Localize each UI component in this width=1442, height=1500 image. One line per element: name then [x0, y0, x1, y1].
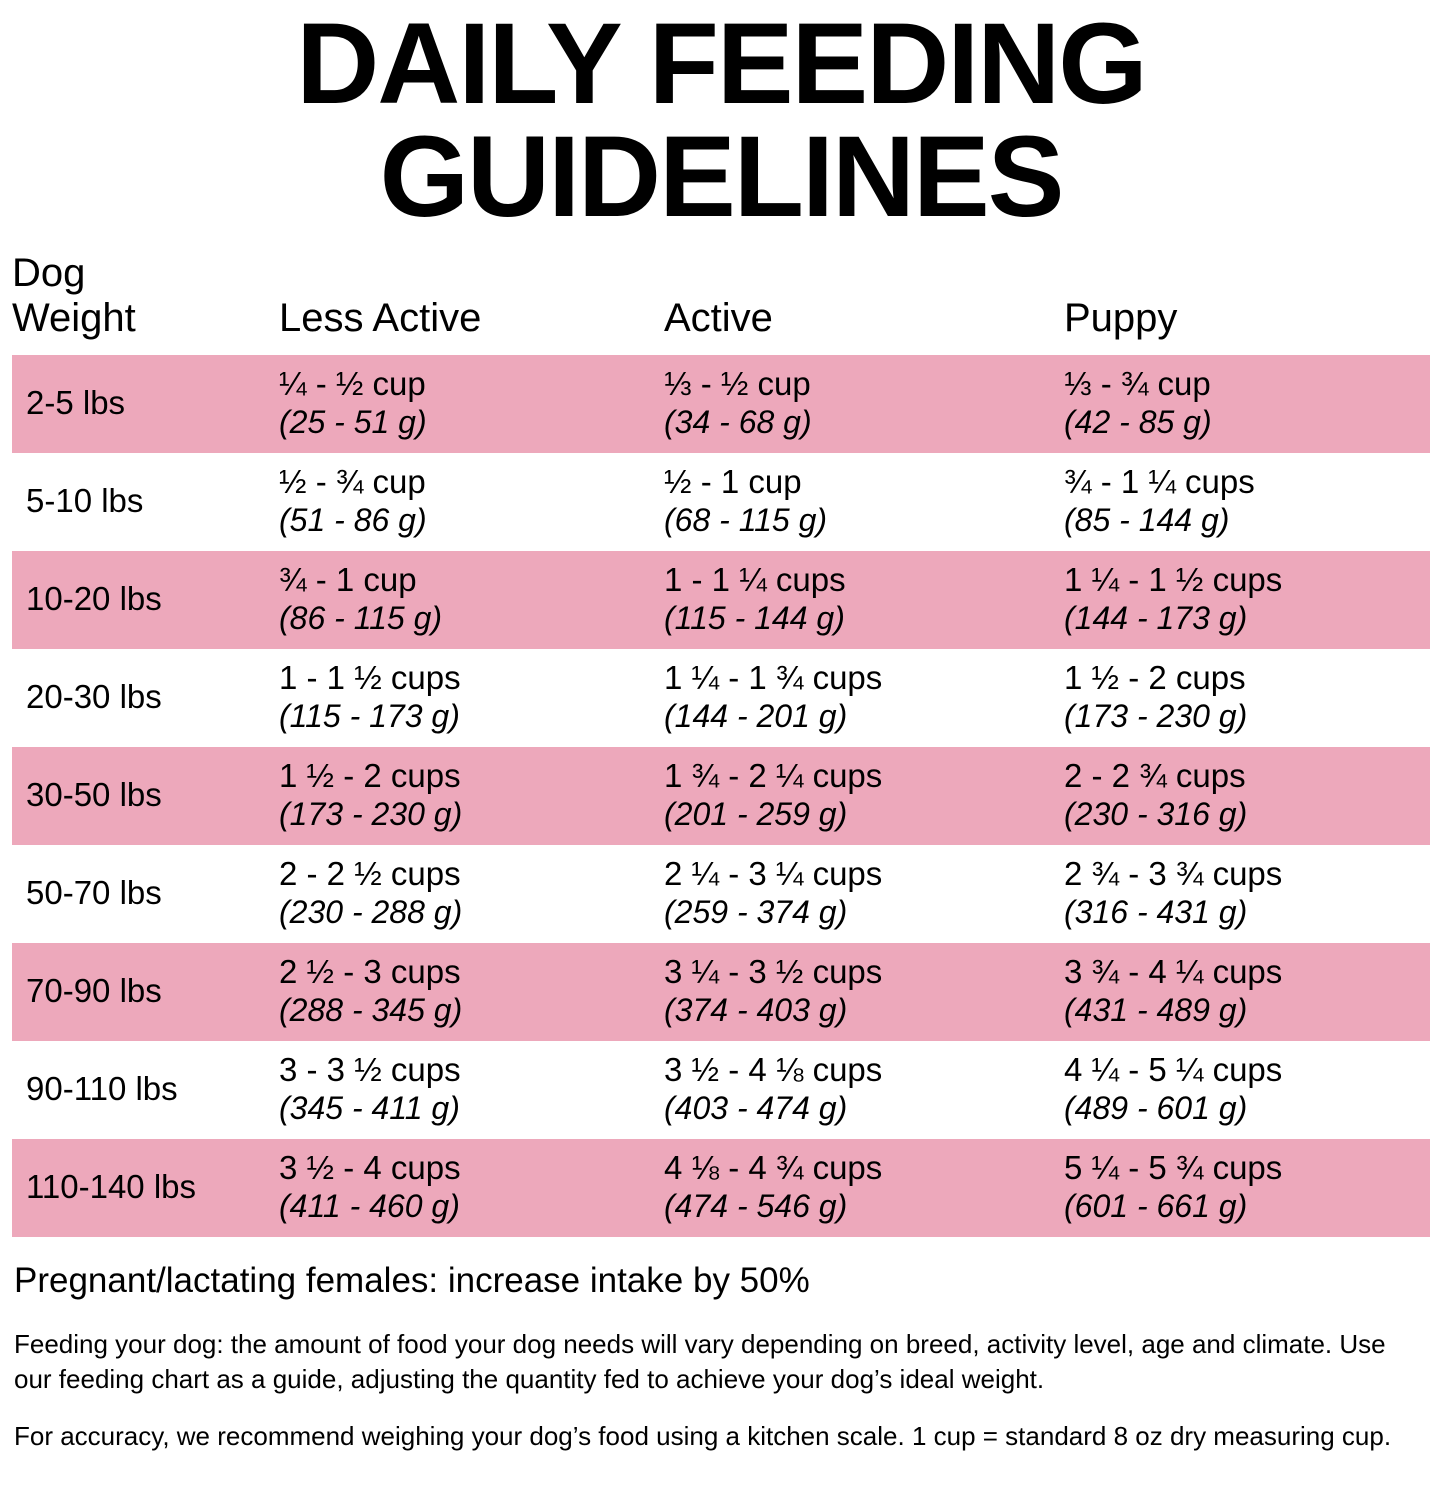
table-body — [12, 355, 1430, 1237]
cell-dog-weight: 50-70 lbs — [26, 873, 162, 911]
cell-active-grams: (68 - 115 g) — [664, 501, 828, 538]
cell-less-active-grams: (411 - 460 g) — [279, 1187, 460, 1224]
cell-puppy-grams: (173 - 230 g) — [1064, 697, 1248, 734]
cell-active-cups: 1 ¼ - 1 ¾ cups — [664, 659, 883, 697]
cell-puppy-cups: 4 ¼ - 5 ¼ cups — [1064, 1051, 1283, 1089]
cell-active-cups: 3 ¼ - 3 ½ cups — [664, 953, 883, 991]
cell-puppy — [1052, 551, 1430, 649]
cell-dog-weight: 2-5 lbs — [26, 383, 126, 421]
cell-active-cups: 3 ½ - 4 ⅛ cups — [664, 1051, 883, 1089]
cell-less-active-cups: 3 - 3 ½ cups — [279, 1051, 461, 1089]
cell-active — [652, 747, 1052, 845]
table-row — [12, 747, 1430, 845]
cell-dog-weight: 30-50 lbs — [26, 775, 162, 813]
cell-dog-weight: 90-110 lbs — [26, 1070, 178, 1108]
table-row — [12, 649, 1430, 747]
cell-less-active-grams: (230 - 288 g) — [279, 893, 463, 930]
cell-puppy-grams: (316 - 431 g) — [1064, 893, 1248, 930]
cell-less-active — [267, 649, 652, 747]
cell-less-active-cups: 2 ½ - 3 cups — [279, 953, 461, 991]
feeding-table — [12, 251, 1430, 1237]
table-row — [12, 943, 1430, 1041]
cell-less-active-cups: ½ - ¾ cup — [279, 463, 426, 501]
cell-puppy — [1052, 649, 1430, 747]
feeding-note-paragraph-2: For accuracy, we recommend weighing your dog’s food using a kitchen scale. 1 cup = standard 8 oz dry measuring cup. — [14, 1420, 1392, 1451]
cell-puppy-cups: 2 - 2 ¾ cups — [1064, 757, 1246, 795]
cell-active — [652, 1139, 1052, 1237]
cell-less-active-grams: (51 - 86 g) — [279, 501, 427, 538]
column-header-puppy: Puppy — [1064, 296, 1178, 341]
cell-dog-weight: 10-20 lbs — [26, 579, 162, 617]
cell-active-cups: 4 ⅛ - 4 ¾ cups — [664, 1149, 883, 1187]
cell-less-active-cups: 1 ½ - 2 cups — [279, 757, 461, 795]
cell-less-active — [267, 1041, 652, 1139]
cell-active-cups: 1 ¾ - 2 ¼ cups — [664, 757, 883, 795]
cell-active-grams: (474 - 546 g) — [664, 1187, 848, 1224]
cell-less-active-grams: (115 - 173 g) — [279, 697, 460, 734]
cell-active — [652, 355, 1052, 453]
cell-less-active — [267, 747, 652, 845]
cell-active — [652, 649, 1052, 747]
cell-active-cups: ½ - 1 cup — [664, 463, 802, 501]
table-header — [12, 251, 1430, 355]
cell-puppy-grams: (601 - 661 g) — [1064, 1187, 1248, 1224]
table-row — [12, 355, 1430, 453]
cell-less-active-cups: ¾ - 1 cup — [279, 561, 417, 599]
cell-less-active-grams: (345 - 411 g) — [279, 1089, 460, 1126]
cell-puppy — [1052, 355, 1430, 453]
table-row — [12, 845, 1430, 943]
cell-active-grams: (144 - 201 g) — [664, 697, 848, 734]
cell-active — [652, 453, 1052, 551]
cell-active-grams: (115 - 144 g) — [664, 599, 845, 636]
cell-dog-weight: 5-10 lbs — [26, 481, 144, 519]
cell-active-cups: 1 - 1 ¼ cups — [664, 561, 846, 599]
cell-puppy — [1052, 1139, 1430, 1237]
column-header-dog-weight-line-1: Dog — [12, 251, 86, 296]
cell-active-grams: (201 - 259 g) — [664, 795, 848, 832]
cell-puppy-grams: (489 - 601 g) — [1064, 1089, 1248, 1126]
page-title-line-2: GUIDELINES — [379, 112, 1063, 241]
cell-active — [652, 943, 1052, 1041]
cell-less-active-grams: (173 - 230 g) — [279, 795, 463, 832]
cell-active-grams: (259 - 374 g) — [664, 893, 848, 930]
cell-puppy-cups: 1 ½ - 2 cups — [1064, 659, 1246, 697]
cell-less-active-grams: (25 - 51 g) — [279, 403, 427, 440]
feeding-note-paragraph-1: Feeding your dog: the amount of food your dog needs will vary depending on breed, activity level, age and climate. Use our feeding chart as a guide, adjusting the quantity fed to achieve your dog’s ideal weight. — [14, 1329, 1386, 1394]
cell-active — [652, 551, 1052, 649]
cell-less-active — [267, 943, 652, 1041]
table-row — [12, 1139, 1430, 1237]
column-header-dog-weight — [12, 251, 267, 355]
cell-puppy-cups: 1 ¼ - 1 ½ cups — [1064, 561, 1283, 599]
cell-puppy-grams: (230 - 316 g) — [1064, 795, 1248, 832]
cell-puppy-cups: 3 ¾ - 4 ¼ cups — [1064, 953, 1283, 991]
table-row — [12, 551, 1430, 649]
cell-puppy-grams: (431 - 489 g) — [1064, 991, 1248, 1028]
cell-active — [652, 845, 1052, 943]
cell-active-cups: ⅓ - ½ cup — [664, 364, 811, 402]
cell-active — [652, 1041, 1052, 1139]
cell-puppy-grams: (42 - 85 g) — [1064, 403, 1212, 440]
cell-active-cups: 2 ¼ - 3 ¼ cups — [664, 855, 883, 893]
pregnant-lactating-note: Pregnant/lactating females: increase intake by 50% — [14, 1261, 810, 1301]
page-title — [12, 0, 1430, 241]
cell-active-grams: (374 - 403 g) — [664, 991, 848, 1028]
cell-less-active — [267, 355, 652, 453]
cell-puppy-grams: (85 - 144 g) — [1064, 501, 1230, 538]
cell-active-grams: (403 - 474 g) — [664, 1089, 848, 1126]
cell-less-active — [267, 453, 652, 551]
cell-less-active — [267, 1139, 652, 1237]
cell-puppy-cups: 2 ¾ - 3 ¾ cups — [1064, 855, 1283, 893]
column-header-less-active: Less Active — [279, 296, 482, 341]
cell-puppy-grams: (144 - 173 g) — [1064, 599, 1248, 636]
cell-less-active-cups: 3 ½ - 4 cups — [279, 1149, 461, 1187]
cell-puppy-cups: ⅓ - ¾ cup — [1064, 364, 1211, 402]
cell-puppy-cups: ¾ - 1 ¼ cups — [1064, 463, 1255, 501]
table-row — [12, 1041, 1430, 1139]
cell-dog-weight: 20-30 lbs — [26, 677, 162, 715]
cell-less-active-grams: (86 - 115 g) — [279, 599, 443, 636]
cell-less-active — [267, 845, 652, 943]
cell-less-active-cups: 1 - 1 ½ cups — [279, 659, 461, 697]
cell-less-active-cups: 2 - 2 ½ cups — [279, 855, 461, 893]
page-title-line-1: DAILY FEEDING — [296, 0, 1146, 128]
column-header-active: Active — [664, 296, 773, 341]
cell-active-grams: (34 - 68 g) — [664, 403, 812, 440]
column-header-dog-weight-line-2: Weight — [12, 296, 136, 341]
cell-puppy-cups: 5 ¼ - 5 ¾ cups — [1064, 1149, 1283, 1187]
cell-dog-weight: 110-140 lbs — [26, 1168, 197, 1206]
cell-puppy — [1052, 747, 1430, 845]
cell-puppy — [1052, 1041, 1430, 1139]
cell-less-active-cups: ¼ - ½ cup — [279, 364, 426, 402]
cell-less-active-grams: (288 - 345 g) — [279, 991, 463, 1028]
table-row — [12, 453, 1430, 551]
cell-puppy — [1052, 845, 1430, 943]
table-header-row — [12, 251, 1430, 355]
cell-less-active — [267, 551, 652, 649]
cell-dog-weight: 70-90 lbs — [26, 971, 162, 1009]
cell-puppy — [1052, 453, 1430, 551]
cell-puppy — [1052, 943, 1430, 1041]
